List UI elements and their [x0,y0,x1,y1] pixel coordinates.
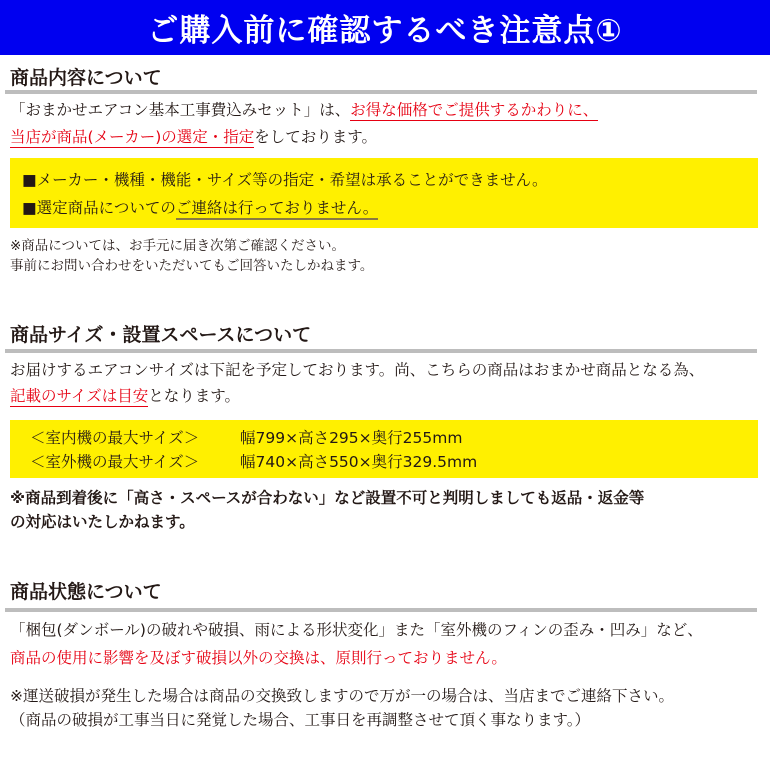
highlight-text: ■選定商品についての [22,199,176,217]
section-title-size: 商品サイズ・設置スペースについて [10,324,312,346]
intro-text: となります。 [148,387,241,405]
indoor-size-row [30,428,462,448]
intro-line-1: 「梱包(ダンボール)の破れや破損、雨による形状変化」また「室外機のフィンの歪み・凹み」など、 [10,621,703,639]
section-title-condition: 商品状態について [10,581,162,603]
outdoor-size-row [30,452,477,472]
note-line: ※商品到着後に「高さ・スペースが合わない」など設置不可と判明しましても返品・返金等 [10,489,645,507]
intro-red-text: 記載のサイズは目安 [10,387,149,405]
intro-line-1: お届けするエアコンサイズは下記を予定しております。尚、こちらの商品はおまかせ商品となる為、 [10,361,705,379]
intro-line-1 [10,100,598,120]
intro-red-line: 商品の使用に影響を及ぼす破損以外の交換は、原則行っておりません。 [10,649,507,667]
highlight-line-1: ■メーカー・機種・機能・サイズ等の指定・希望は承ることができません。 [22,171,548,189]
highlight-line-2 [22,198,378,218]
page-title: ご購入前に確認するべき注意点① [147,13,623,49]
highlight-box [10,158,758,228]
note-line: ※運送破損が発生した場合は商品の交換致しますので万が一の場合は、当店までご連絡下さい。 [10,687,674,705]
note-line: ※商品については、お手元に届き次第ご確認ください。 [10,238,346,254]
section-divider [5,90,757,94]
intro-line-2 [10,386,240,406]
intro-text: をしております。 [254,128,378,146]
highlight-underlined-text: ご連絡は行っておりません。 [176,199,378,220]
intro-text: 「おまかせエアコン基本工事費込みセット」は、 [10,101,351,119]
note-line: （商品の破損が工事当日に発覚した場合、工事日を再調整させて頂く事なります。） [10,711,591,729]
size-value: 幅740×高さ550×奥行329.5mm [240,453,478,471]
intro-red-text: 当店が商品(メーカー)の選定・指定 [10,128,255,146]
section-divider [5,349,757,353]
intro-red-text: お得な価格でご提供するかわりに、 [350,101,599,119]
note-line: の対応はいたしかねます。 [10,513,195,531]
section-divider [5,608,757,612]
note-line: 事前にお問い合わせをいただいてもご回答いたしかねます。 [10,258,374,274]
section-title-contents: 商品内容について [10,67,162,89]
size-box [10,420,758,478]
title-banner [0,0,770,55]
size-label: ＜室内機の最大サイズ＞ [30,429,200,447]
size-label: ＜室外機の最大サイズ＞ [30,453,200,471]
intro-line-2 [10,127,377,147]
size-value: 幅799×高さ295×奥行255mm [240,429,463,447]
